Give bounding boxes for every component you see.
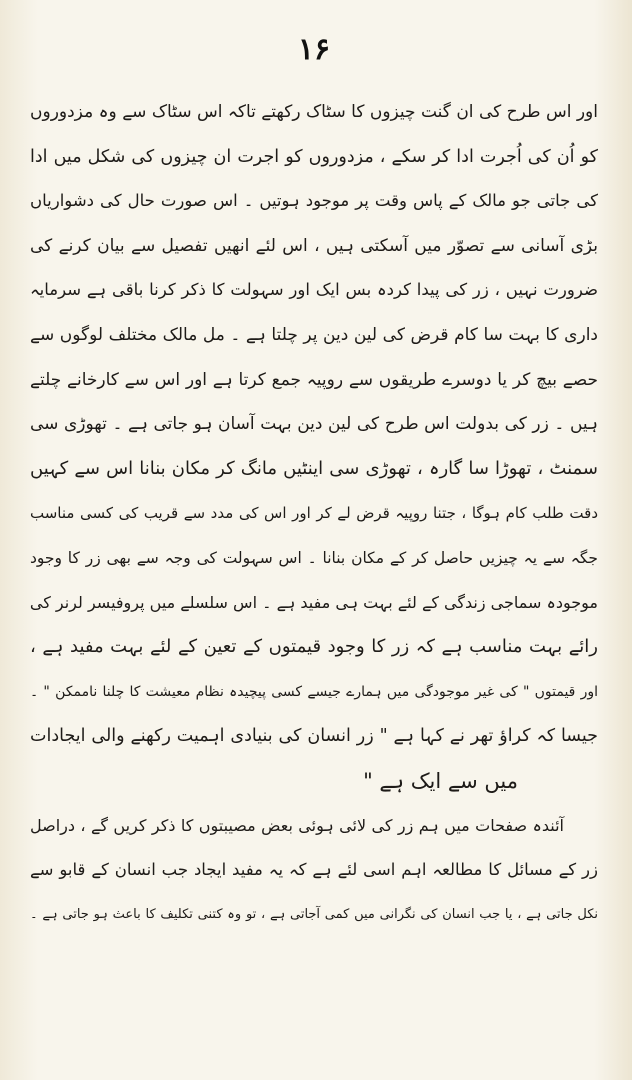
text-line: جگہ سے یہ چیزیں حاصل کر کے مکان بنانا ۔ اس سہولت کی وجہ سے بھی زر کا وجود [30, 548, 598, 567]
text-line: بڑی آسانی سے تصوّر میں آسکتی ہیں ، اس لئے انھیں تفصیل سے بیان کرنے کی [30, 235, 598, 256]
text-line: زر کے مسائل کا مطالعہ اہم اسی لئے ہے کہ یہ مفید ایجاد جب انسان کے قابو سے [30, 860, 598, 880]
text-line: جیسا کہ کراؤ تھر نے کہا ہے " زر انسان کی بنیادی اہمیت رکھنے والی ایجادات [30, 726, 598, 747]
text-line: میں سے ایک ہے " [363, 768, 518, 793]
text-line: کو اُن کی اُجرت ادا کر سکے ، مزدوروں کو اجرت ان چیزوں کی شکل میں ادا [30, 146, 598, 167]
body-text [30, 90, 598, 937]
page-number: ۱۶ [297, 32, 331, 67]
text-line: کی جاتی جو مالک کے پاس وقت پر موجود ہوتیں ۔ اس صورت حال کی دشواریاں [30, 191, 598, 211]
text-line: نکل جاتی ہے ، یا جب انسان کی نگرانی میں کمی آجاتی ہے ، تو وہ کتنی تکلیف کا باعث ہو جاتی ہے ۔ [30, 906, 598, 922]
text-line: موجودہ سماجی زندگی کے لئے بہت ہی مفید ہے ۔ اس سلسلے میں پروفیسر لرنر کی [30, 592, 598, 612]
text-line: ہیں ۔ زر کی بدولت اس طرح کی لین دین بہت آسان ہو جاتی ہے ۔ تھوڑی سی [30, 414, 598, 435]
text-line: اور قیمتوں " کی غیر موجودگی میں ہمارے جیسے کسی پیچیدہ نظام معیشت کا چلنا ناممکن " ۔ [30, 683, 598, 700]
text-line: حصے بیچ کر یا دوسرے طریقوں سے روپیہ جمع کرتا ہے اور اس سے کارخانے چلتے [30, 369, 598, 390]
text-line: ضرورت نہیں ، زر کی پیدا کردہ بس ایک اور سہولت کا ذکر کرنا باقی ہے سرمایہ [30, 280, 598, 300]
text-line: داری کا بہت سا کام قرض کی لین دین پر چلتا ہے ۔ مل مالک مختلف لوگوں سے [30, 324, 598, 345]
text-line: اور اس طرح کی ان گنت چیزوں کا سٹاک رکھتے تاکہ اس سٹاک سے وہ مزدوروں [30, 102, 598, 122]
text-line: رائے بہت مناسب ہے کہ زر کا وجود قیمتوں کے تعین کے لئے بہت مفید ہے ، [30, 636, 598, 658]
text-line: دقت طلب کام ہوگا ، جتنا روپیہ قرض لے کر اور اس کی مدد سے قریب کی کسی مناسب [30, 504, 598, 523]
text-line: آئندہ صفحات میں ہم زر کی لائی ہوئی بعض مصیبتوں کا ذکر کریں گے ، دراصل [30, 815, 564, 835]
text-line: سمنٹ ، تھوڑا سا گارہ ، تھوڑی سی اینٹیں مانگ کر مکان بنانا اس سے کہیں [30, 457, 598, 479]
